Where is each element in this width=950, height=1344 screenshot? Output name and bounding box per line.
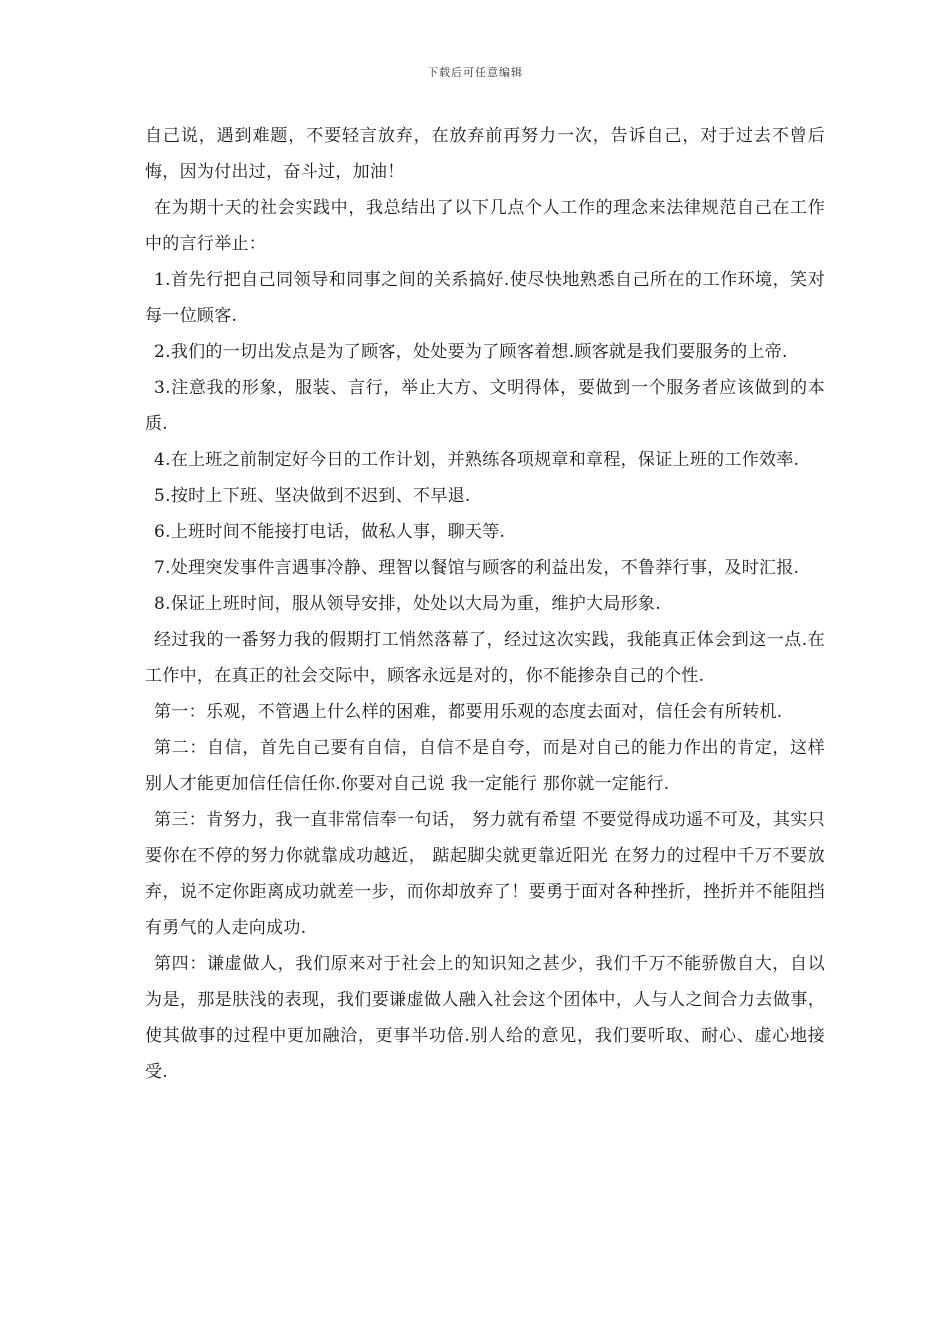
list-item-7: 7.处理突发事件言遇事冷静、理智以餐馆与顾客的利益出发，不鲁莽行事，及时汇报. [154, 558, 800, 578]
list-item-8: 8.保证上班时间，服从领导安排，处处以大局为重，维护大局形象. [154, 594, 661, 614]
point-first: 第一：乐观，不管遇上什么样的困难，都要用乐观的态度去面对，信任会有所转机. [154, 702, 783, 722]
list-item-6: 6.上班时间不能接打电话，做私人事，聊天等. [154, 522, 506, 542]
paragraph-1: 自己说，遇到难题，不要轻言放弃，在放弃前再努力一次，告诉自己，对于过去不曾后悔，因为付出过，奋斗过，加油！ [145, 126, 825, 182]
point-second: 第二：自信，首先自己要有自信，自信不是自夸，而是对自己的能力作出的肯定，这样别人才能更加信任信任你.你要对自己说 我一定能行 那你就一定能行. [145, 738, 825, 794]
list-item-2: 2.我们的一切出发点是为了顾客，处处要为了顾客着想.顾客就是我们要服务的上帝. [154, 342, 788, 362]
page-header: 下载后可任意编辑 [427, 66, 523, 79]
list-item-4: 4.在上班之前制定好今日的工作计划，并熟练各项规章和章程，保证上班的工作效率. [154, 450, 800, 470]
list-item-1: 1.首先行把自己同领导和同事之间的关系搞好.使尽快地熟悉自己所在的工作环境，笑对每一位顾客. [145, 270, 825, 326]
paragraph-2: 在为期十天的社会实践中，我总结出了以下几点个人工作的理念来法律规范自己在工作中的言行举止： [145, 198, 825, 254]
document-body [145, 118, 825, 1090]
list-item-5: 5.按时上下班、坚决做到不迟到、不早退. [154, 486, 471, 506]
point-third: 第三：肯努力，我一直非常信奉一句话， 努力就有希望 不要觉得成功遥不可及，其实只要你在不停的努力你就靠成功越近， 踮起脚尖就更靠近阳光 在努力的过程中千万不要放弃，说不定你距离成功就差一步，而你却放弃了！要勇于面对各种挫折，挫折并不能阻挡有勇气的人走向成功. [145, 810, 825, 938]
point-fourth: 第四：谦虚做人，我们原来对于社会上的知识知之甚少，我们千万不能骄傲自大，自以为是，那是肤浅的表现，我们要谦虚做人融入社会这个团体中，人与人之间合力去做事，使其做事的过程中更加融洽，更事半功倍.别人给的意见，我们要听取、耐心、虚心地接受. [145, 954, 825, 1082]
list-item-3: 3.注意我的形象，服装、言行，举止大方、文明得体，要做到一个服务者应该做到的本质. [145, 378, 825, 434]
paragraph-summary: 经过我的一番努力我的假期打工悄然落幕了，经过这次实践，我能真正体会到这一点.在工作中，在真正的社会交际中，顾客永远是对的，你不能掺杂自己的个性. [145, 630, 825, 686]
